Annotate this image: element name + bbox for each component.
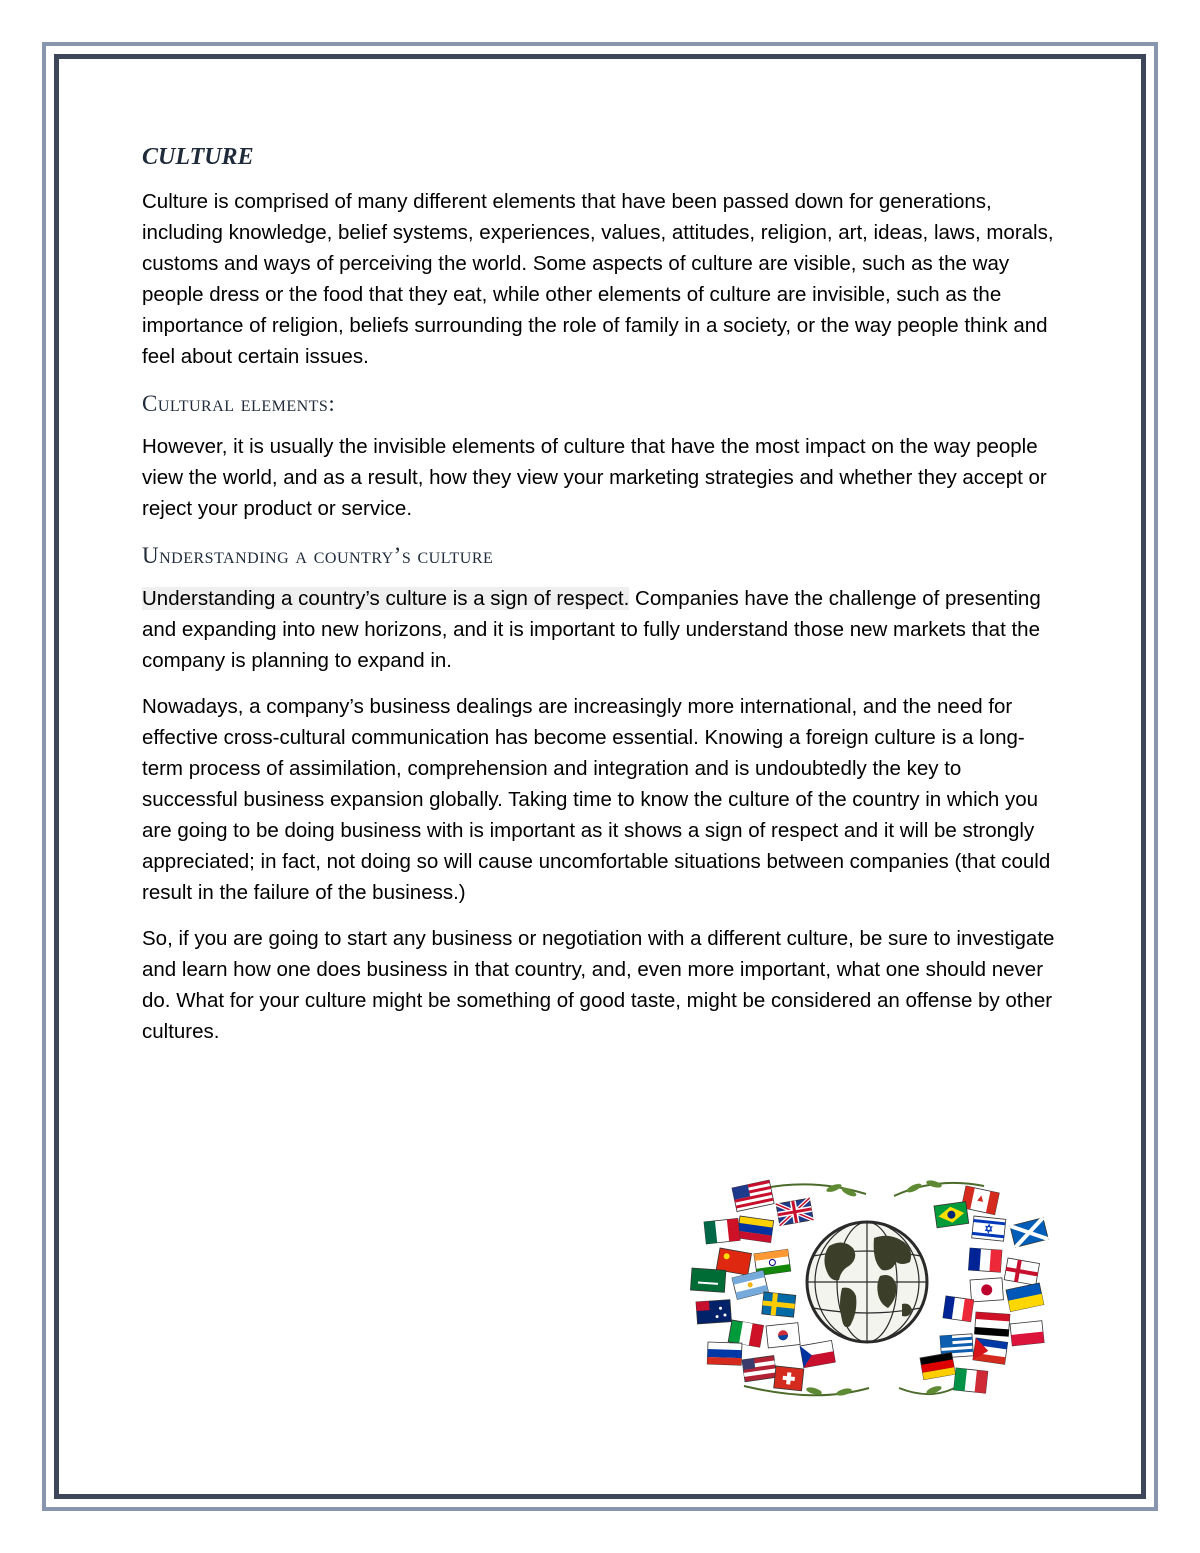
- globe-icon: [807, 1222, 927, 1342]
- document-body: [142, 140, 1062, 1062]
- understanding-culture-text: Companies have the challenge of presenting and expanding into new horizons, and it is important to fully understand those new markets that the company is planning to expand in.: [142, 587, 1041, 672]
- globe-with-world-flags-icon: [684, 1176, 1058, 1406]
- document-title: CULTURE: [142, 144, 254, 170]
- highlighted-sentence: Understanding a country’s culture is a sign of respect.: [142, 587, 630, 610]
- intro-paragraph: Culture is comprised of many different elements that have been passed down for generations, including knowledge, belief systems, experiences, values, attitudes, religion, art, ideas, laws, morals, customs and ways of perceiving the world. Some aspects of culture are visible, such as the way people dress or the food that they eat, while other elements of culture are invisible, such as the importance of religion, beliefs surrounding the role of family in a society, or the way people think and feel about certain issues.: [142, 190, 1054, 368]
- international-business-paragraph: Nowadays, a company’s business dealings are increasingly more international, and the need for effective cross-cultural communication has become essential. Knowing a foreign culture is a long-term process of assimilation, comprehension and integration and is undoubtedly the key to successful business expansion globally. Taking time to know the culture of the country in which you are going to be doing business with is important as it shows a sign of respect and it will be strongly appreciated; in fact, not doing so will cause uncomfortable situations between companies (that could result in the failure of the business.): [142, 695, 1051, 904]
- flags-right-cluster: [920, 1186, 1048, 1393]
- section-heading-understanding-culture: Understanding a country’s culture: [142, 543, 494, 568]
- understanding-culture-paragraph: [142, 583, 1062, 676]
- section-heading-cultural-elements: Cultural elements:: [142, 391, 336, 416]
- cultural-elements-paragraph: However, it is usually the invisible elements of culture that have the most impact on the way people view the world, and as a result, how they view your marketing strategies and whether they accept or reject your product or service.: [142, 435, 1047, 520]
- negotiation-advice-paragraph: So, if you are going to start any business or negotiation with a different culture, be sure to investigate and learn how one does business in that country, and, even more important, what one should never do. What for your culture might be something of good taste, might be considered an offense by other cultures.: [142, 927, 1055, 1043]
